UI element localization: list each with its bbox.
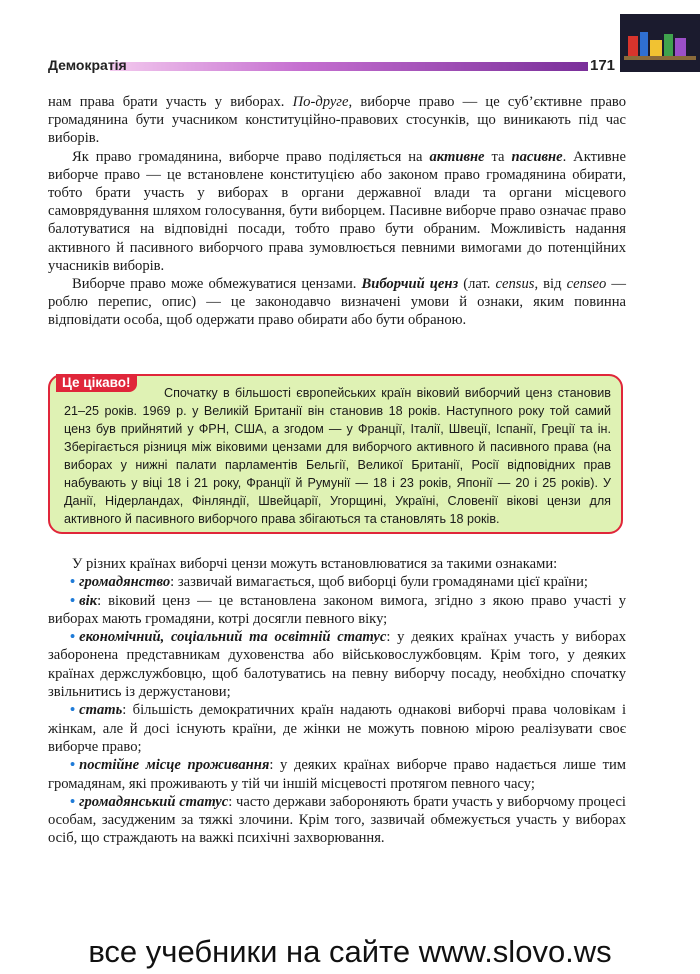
- list-item: • постійне місце проживання: у деяких країнах виборче право надається лише тим громадянам, які проживають у тій чи іншій місцевості протягом певного часу;: [48, 757, 626, 792]
- paragraph-3: Виборче право може обмежуватися цензами. Виборчий ценз (лат. census, від censeo — роблю перепис, опис) — це законодавчо визначені умови й ознаки, яким повинна відповідати особа, щоб одержати право обирати або бути обраною.: [48, 276, 626, 329]
- bullet-icon: •: [70, 793, 76, 810]
- intro-text: [48, 93, 626, 330]
- bullet-icon: •: [70, 757, 76, 774]
- page-header: [48, 56, 628, 78]
- paragraph-2: Як право громадянина, виборче право поділяється на активне та пасивне. Активне виборче право — це встановлене конституцією або законом право громадянина обирати, тобто брати участь у виборах в органи державної влади та органи місцевого самоврядування шляхом голосування, бути виборцем. Пасивне виборче право означає право балотуватися на відповідні посади, тобто право бути обраним. Можливість надання активного й пасивного виборчого права зумовлюється певними вимогами до потенційних учасників виборів.: [48, 148, 626, 274]
- bullet-icon: •: [70, 702, 76, 719]
- bullet-icon: •: [70, 592, 76, 609]
- list-item: • стать: більшість демократичних країн надають однакові виборчі права чоловікам і жінкам, але й досі існують країни, де жінки не можуть повною мірою реалізувати своє виборче право;: [48, 702, 626, 755]
- paragraph-1: нам права брати участь у виборах. По-друге, виборче право — це суб’єктивне право громадянина бути учасником конституційно-правових стосунків, що виникають під час виборів.: [48, 94, 627, 147]
- bullet-icon: •: [70, 574, 76, 591]
- list-item: • економічний, соціальний та освітній статус: у деяких країнах участь у виборах заборонена представникам духовенства або військовослужбовцям. Крім того, у деяких країнах держслужбовцю, щоб балотуватись на певну виборчу посаду, необхідно спочатку звільнитись із держустанови;: [48, 629, 626, 701]
- interesting-fact-text: Спочатку в більшості європейських країн віковий виборчий ценз становив 21–25 років. 1969 р. у Великій Британії він становив 18 років. Наступного року той самий ценз був прийнятий у ФРН, США, а згодом — у Франції, Італії, Швеції, Іспанії, Греції та ін. Зберігається різниця між віковими цензами для виборчого активного й пасивного права (на виборах у нижні палати парламентів Бельгії, Великої Британії, Росії відповідних прав набувають у віці 18 і 21 року, Франції й Румунії — 18 і 23 років, Японії — 20 і 25 років). У Данії, Нідерландах, Фінляндії, Швейцарії, Угорщині, Україні, Словенії вікові цензи для активного й пасивного виборчого права збігаються та становлять 18 років.: [64, 386, 611, 526]
- cens-list: [48, 555, 626, 848]
- list-item: • громадянський статус: часто держави забороняють брати участь у виборчому процесі особам, засудженим за тяжкі злочини. Крім того, зазвичай обмежується участь у виборах осіб, що страждають на важкі психічні захворювання.: [48, 793, 626, 847]
- page-number: 171: [590, 57, 616, 74]
- header-gradient-bar: [110, 62, 588, 71]
- list-item: • громадянство: зазвичай вимагається, щоб виборці були громадянами цієї країни;: [70, 574, 588, 591]
- interesting-fact-label: Це цікаво!: [56, 374, 137, 392]
- interesting-fact-box: [48, 374, 623, 534]
- list-item: • вік: віковий ценз — це встановлена законом вимога, згідно з якою право участі у виборах мають громадяни, котрі досягли певного віку;: [48, 592, 626, 627]
- site-footer-banner: все учебники на сайте www.slovo.ws: [0, 930, 700, 974]
- bullet-icon: •: [70, 629, 76, 646]
- bookshelf-decoration-icon: [620, 14, 700, 72]
- chapter-title: Демократія: [48, 57, 127, 73]
- list-lead: У різних країнах виборчі цензи можуть встановлюватися за такими ознаками:: [72, 556, 558, 572]
